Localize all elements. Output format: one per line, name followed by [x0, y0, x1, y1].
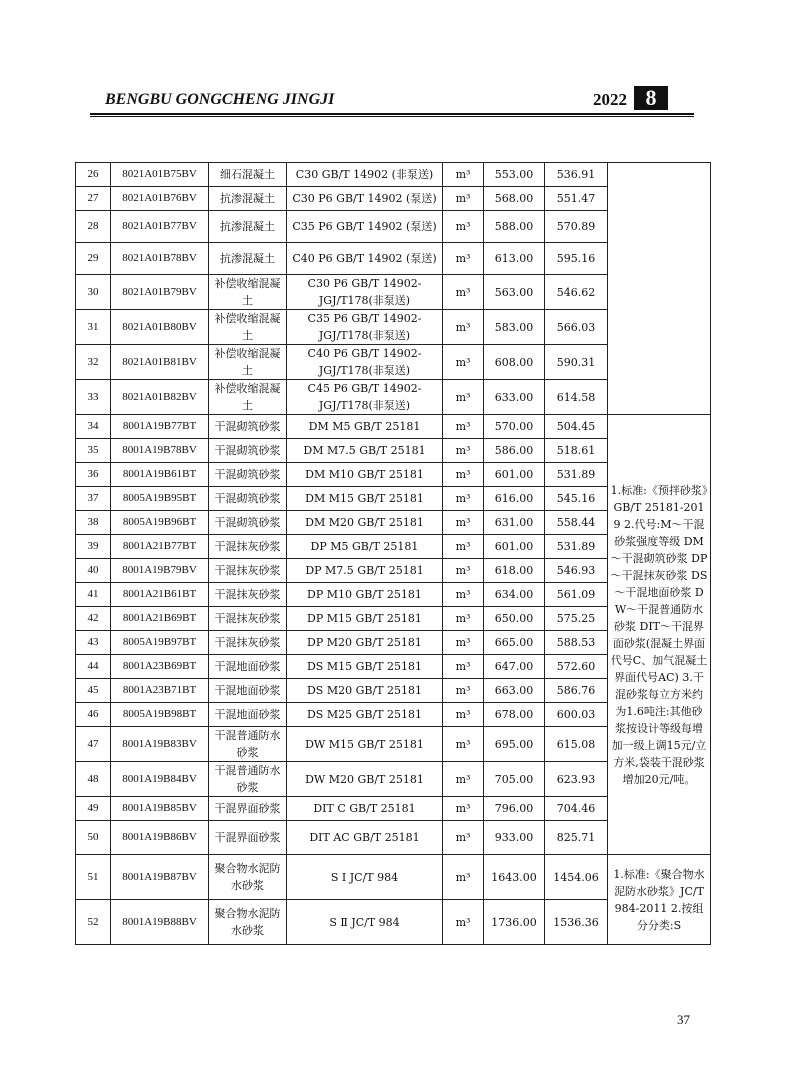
material-spec-cell: C30 P6 GB/T 14902 (泵送)	[287, 187, 443, 211]
unit-cell: m³	[443, 607, 484, 631]
material-spec-cell: DP M7.5 GB/T 25181	[287, 559, 443, 583]
price-incl-tax-cell: 633.00	[484, 380, 545, 415]
material-spec-cell: DP M15 GB/T 25181	[287, 607, 443, 631]
row-number-cell: 30	[76, 275, 111, 310]
price-excl-tax-cell: 588.53	[545, 631, 608, 655]
material-spec-cell: S Ⅱ JC/T 984	[287, 900, 443, 945]
price-incl-tax-cell: 588.00	[484, 211, 545, 243]
material-code-cell: 8001A19B77BT	[111, 415, 209, 439]
material-code-cell: 8001A19B83BV	[111, 727, 209, 762]
unit-cell: m³	[443, 821, 484, 855]
price-excl-tax-cell: 566.03	[545, 310, 608, 345]
page-number: 37	[677, 1012, 690, 1027]
material-code-cell: 8021A01B82BV	[111, 380, 209, 415]
material-spec-cell: DIT AC GB/T 25181	[287, 821, 443, 855]
remarks-cell-polymer: 1.标准:《聚合物水泥防水砂浆》JC/T 984-2011 2.按组分分类:S	[608, 855, 711, 945]
material-code-cell: 8001A19B86BV	[111, 821, 209, 855]
unit-cell: m³	[443, 703, 484, 727]
row-number-cell: 50	[76, 821, 111, 855]
material-spec-cell: DS M20 GB/T 25181	[287, 679, 443, 703]
material-name-cell: 干混砌筑砂浆	[209, 511, 287, 535]
material-name-cell: 干混地面砂浆	[209, 703, 287, 727]
unit-cell: m³	[443, 583, 484, 607]
row-number-cell: 37	[76, 487, 111, 511]
row-number-cell: 46	[76, 703, 111, 727]
material-code-cell: 8021A01B77BV	[111, 211, 209, 243]
price-excl-tax-cell: 623.93	[545, 762, 608, 797]
price-excl-tax-cell: 590.31	[545, 345, 608, 380]
material-name-cell: 补偿收缩混凝土	[209, 345, 287, 380]
material-spec-cell: C30 GB/T 14902 (非泵送)	[287, 163, 443, 187]
material-name-cell: 干混砌筑砂浆	[209, 415, 287, 439]
row-number-cell: 44	[76, 655, 111, 679]
material-name-cell: 干混界面砂浆	[209, 797, 287, 821]
material-spec-cell: DM M5 GB/T 25181	[287, 415, 443, 439]
row-number-cell: 41	[76, 583, 111, 607]
price-excl-tax-cell: 572.60	[545, 655, 608, 679]
unit-cell: m³	[443, 900, 484, 945]
material-spec-cell: C30 P6 GB/T 14902-JGJ/T178(非泵送)	[287, 275, 443, 310]
material-spec-cell: DIT C GB/T 25181	[287, 797, 443, 821]
price-excl-tax-cell: 704.46	[545, 797, 608, 821]
price-incl-tax-cell: 705.00	[484, 762, 545, 797]
material-code-cell: 8001A21B77BT	[111, 535, 209, 559]
material-name-cell: 干混界面砂浆	[209, 821, 287, 855]
price-excl-tax-cell: 531.89	[545, 535, 608, 559]
unit-cell: m³	[443, 727, 484, 762]
row-number-cell: 38	[76, 511, 111, 535]
material-name-cell: 干混砌筑砂浆	[209, 463, 287, 487]
header-rule	[90, 113, 694, 115]
unit-cell: m³	[443, 797, 484, 821]
price-incl-tax-cell: 618.00	[484, 559, 545, 583]
price-excl-tax-cell: 504.45	[545, 415, 608, 439]
material-code-cell: 8005A19B97BT	[111, 631, 209, 655]
price-excl-tax-cell: 561.09	[545, 583, 608, 607]
unit-cell: m³	[443, 463, 484, 487]
material-name-cell: 干混砌筑砂浆	[209, 487, 287, 511]
price-incl-tax-cell: 650.00	[484, 607, 545, 631]
price-incl-tax-cell: 570.00	[484, 415, 545, 439]
unit-cell: m³	[443, 655, 484, 679]
material-spec-cell: C45 P6 GB/T 14902-JGJ/T178(非泵送)	[287, 380, 443, 415]
row-number-cell: 40	[76, 559, 111, 583]
material-name-cell: 补偿收缩混凝土	[209, 380, 287, 415]
row-number-cell: 35	[76, 439, 111, 463]
row-number-cell: 33	[76, 380, 111, 415]
price-excl-tax-cell: 551.47	[545, 187, 608, 211]
material-code-cell: 8005A19B95BT	[111, 487, 209, 511]
material-spec-cell: DS M15 GB/T 25181	[287, 655, 443, 679]
price-excl-tax-cell: 1536.36	[545, 900, 608, 945]
unit-cell: m³	[443, 163, 484, 187]
unit-cell: m³	[443, 439, 484, 463]
material-name-cell: 细石混凝土	[209, 163, 287, 187]
table-row	[76, 163, 711, 187]
price-incl-tax-cell: 663.00	[484, 679, 545, 703]
table-row	[76, 855, 711, 900]
material-name-cell: 干混抹灰砂浆	[209, 535, 287, 559]
material-code-cell: 8001A19B85BV	[111, 797, 209, 821]
row-number-cell: 32	[76, 345, 111, 380]
material-name-cell: 干混抹灰砂浆	[209, 607, 287, 631]
price-incl-tax-cell: 608.00	[484, 345, 545, 380]
material-code-cell: 8021A01B81BV	[111, 345, 209, 380]
unit-cell: m³	[443, 559, 484, 583]
material-code-cell: 8001A19B79BV	[111, 559, 209, 583]
material-code-cell: 8005A19B96BT	[111, 511, 209, 535]
material-name-cell: 干混抹灰砂浆	[209, 559, 287, 583]
material-name-cell: 干混砌筑砂浆	[209, 439, 287, 463]
material-code-cell: 8001A21B69BT	[111, 607, 209, 631]
material-spec-cell: DS M25 GB/T 25181	[287, 703, 443, 727]
price-incl-tax-cell: 647.00	[484, 655, 545, 679]
price-excl-tax-cell: 546.93	[545, 559, 608, 583]
material-name-cell: 抗渗混凝土	[209, 187, 287, 211]
unit-cell: m³	[443, 535, 484, 559]
unit-cell: m³	[443, 243, 484, 275]
remarks-cell-mortar: 1.标准:《预拌砂浆》GB/T 25181-2019 2.代号:M～干混砂浆强度等级 DM～干混砌筑砂浆 DP～干混抹灰砂浆 DS～干混地面砂浆 DW～干混普通防水砂浆 DIT～干混界面砂浆(混凝土界面代号C、加气混凝土界面代号AC) 3.干混砂浆每立方米约为1.6吨注:其他砂浆按设计等级每增加一级上调15元/立方米,袋装干混砂浆增加20元/吨。	[608, 415, 711, 855]
price-excl-tax-cell: 1454.06	[545, 855, 608, 900]
price-incl-tax-cell: 1643.00	[484, 855, 545, 900]
price-incl-tax-cell: 1736.00	[484, 900, 545, 945]
material-spec-cell: DM M15 GB/T 25181	[287, 487, 443, 511]
material-code-cell: 8001A19B88BV	[111, 900, 209, 945]
material-spec-cell: C35 P6 GB/T 14902 (泵送)	[287, 211, 443, 243]
price-incl-tax-cell: 568.00	[484, 187, 545, 211]
material-code-cell: 8021A01B80BV	[111, 310, 209, 345]
remarks-cell-empty	[608, 163, 711, 415]
row-number-cell: 48	[76, 762, 111, 797]
material-name-cell: 补偿收缩混凝土	[209, 310, 287, 345]
price-table	[75, 162, 711, 945]
row-number-cell: 36	[76, 463, 111, 487]
row-number-cell: 42	[76, 607, 111, 631]
material-spec-cell: DP M10 GB/T 25181	[287, 583, 443, 607]
price-incl-tax-cell: 586.00	[484, 439, 545, 463]
material-name-cell: 抗渗混凝土	[209, 211, 287, 243]
price-incl-tax-cell: 631.00	[484, 511, 545, 535]
material-code-cell: 8001A19B84BV	[111, 762, 209, 797]
price-excl-tax-cell: 575.25	[545, 607, 608, 631]
unit-cell: m³	[443, 187, 484, 211]
material-spec-cell: C40 P6 GB/T 14902-JGJ/T178(非泵送)	[287, 345, 443, 380]
row-number-cell: 31	[76, 310, 111, 345]
price-excl-tax-cell: 531.89	[545, 463, 608, 487]
material-code-cell: 8001A19B87BV	[111, 855, 209, 900]
unit-cell: m³	[443, 762, 484, 797]
material-name-cell: 干混普通防水砂浆	[209, 727, 287, 762]
price-excl-tax-cell: 518.61	[545, 439, 608, 463]
material-name-cell: 干混地面砂浆	[209, 679, 287, 703]
unit-cell: m³	[443, 855, 484, 900]
price-excl-tax-cell: 545.16	[545, 487, 608, 511]
unit-cell: m³	[443, 631, 484, 655]
price-excl-tax-cell: 586.76	[545, 679, 608, 703]
table-body	[76, 163, 711, 945]
material-code-cell: 8001A19B61BT	[111, 463, 209, 487]
unit-cell: m³	[443, 511, 484, 535]
row-number-cell: 29	[76, 243, 111, 275]
material-code-cell: 8005A19B98BT	[111, 703, 209, 727]
material-code-cell: 8021A01B78BV	[111, 243, 209, 275]
price-incl-tax-cell: 601.00	[484, 535, 545, 559]
row-number-cell: 39	[76, 535, 111, 559]
unit-cell: m³	[443, 380, 484, 415]
material-name-cell: 聚合物水泥防水砂浆	[209, 855, 287, 900]
price-incl-tax-cell: 634.00	[484, 583, 545, 607]
price-incl-tax-cell: 933.00	[484, 821, 545, 855]
row-number-cell: 43	[76, 631, 111, 655]
row-number-cell: 26	[76, 163, 111, 187]
price-excl-tax-cell: 595.16	[545, 243, 608, 275]
price-excl-tax-cell: 546.62	[545, 275, 608, 310]
row-number-cell: 34	[76, 415, 111, 439]
material-name-cell: 补偿收缩混凝土	[209, 275, 287, 310]
header-rule-thin	[90, 116, 694, 117]
price-excl-tax-cell: 615.08	[545, 727, 608, 762]
row-number-cell: 27	[76, 187, 111, 211]
unit-cell: m³	[443, 345, 484, 380]
price-incl-tax-cell: 613.00	[484, 243, 545, 275]
unit-cell: m³	[443, 310, 484, 345]
price-excl-tax-cell: 536.91	[545, 163, 608, 187]
unit-cell: m³	[443, 679, 484, 703]
material-name-cell: 干混普通防水砂浆	[209, 762, 287, 797]
journal-title: BENGBU GONGCHENG JINGJI	[105, 91, 335, 108]
price-excl-tax-cell: 825.71	[545, 821, 608, 855]
material-spec-cell: DM M7.5 GB/T 25181	[287, 439, 443, 463]
price-incl-tax-cell: 695.00	[484, 727, 545, 762]
material-code-cell: 8021A01B75BV	[111, 163, 209, 187]
material-spec-cell: DP M20 GB/T 25181	[287, 631, 443, 655]
unit-cell: m³	[443, 415, 484, 439]
price-incl-tax-cell: 553.00	[484, 163, 545, 187]
material-spec-cell: DW M20 GB/T 25181	[287, 762, 443, 797]
price-incl-tax-cell: 665.00	[484, 631, 545, 655]
price-excl-tax-cell: 570.89	[545, 211, 608, 243]
material-name-cell: 干混抹灰砂浆	[209, 583, 287, 607]
material-code-cell: 8021A01B76BV	[111, 187, 209, 211]
price-excl-tax-cell: 614.58	[545, 380, 608, 415]
unit-cell: m³	[443, 275, 484, 310]
material-code-cell: 8021A01B79BV	[111, 275, 209, 310]
unit-cell: m³	[443, 211, 484, 243]
material-spec-cell: C35 P6 GB/T 14902-JGJ/T178(非泵送)	[287, 310, 443, 345]
material-spec-cell: C40 P6 GB/T 14902 (泵送)	[287, 243, 443, 275]
price-incl-tax-cell: 796.00	[484, 797, 545, 821]
price-incl-tax-cell: 678.00	[484, 703, 545, 727]
material-name-cell: 聚合物水泥防水砂浆	[209, 900, 287, 945]
price-excl-tax-cell: 558.44	[545, 511, 608, 535]
material-name-cell: 干混抹灰砂浆	[209, 631, 287, 655]
material-code-cell: 8001A23B69BT	[111, 655, 209, 679]
unit-cell: m³	[443, 487, 484, 511]
row-number-cell: 47	[76, 727, 111, 762]
row-number-cell: 49	[76, 797, 111, 821]
row-number-cell: 51	[76, 855, 111, 900]
material-code-cell: 8001A23B71BT	[111, 679, 209, 703]
price-incl-tax-cell: 563.00	[484, 275, 545, 310]
material-spec-cell: DM M20 GB/T 25181	[287, 511, 443, 535]
material-spec-cell: DW M15 GB/T 25181	[287, 727, 443, 762]
table-row	[76, 415, 711, 439]
issue-year: 2022	[593, 90, 627, 109]
row-number-cell: 28	[76, 211, 111, 243]
issue-number-badge: 8	[634, 86, 668, 110]
material-code-cell: 8001A19B78BV	[111, 439, 209, 463]
material-name-cell: 干混地面砂浆	[209, 655, 287, 679]
row-number-cell: 52	[76, 900, 111, 945]
price-incl-tax-cell: 601.00	[484, 463, 545, 487]
row-number-cell: 45	[76, 679, 111, 703]
material-spec-cell: DM M10 GB/T 25181	[287, 463, 443, 487]
price-incl-tax-cell: 616.00	[484, 487, 545, 511]
price-incl-tax-cell: 583.00	[484, 310, 545, 345]
material-name-cell: 抗渗混凝土	[209, 243, 287, 275]
material-spec-cell: S Ⅰ JC/T 984	[287, 855, 443, 900]
material-code-cell: 8001A21B61BT	[111, 583, 209, 607]
price-excl-tax-cell: 600.03	[545, 703, 608, 727]
material-spec-cell: DP M5 GB/T 25181	[287, 535, 443, 559]
